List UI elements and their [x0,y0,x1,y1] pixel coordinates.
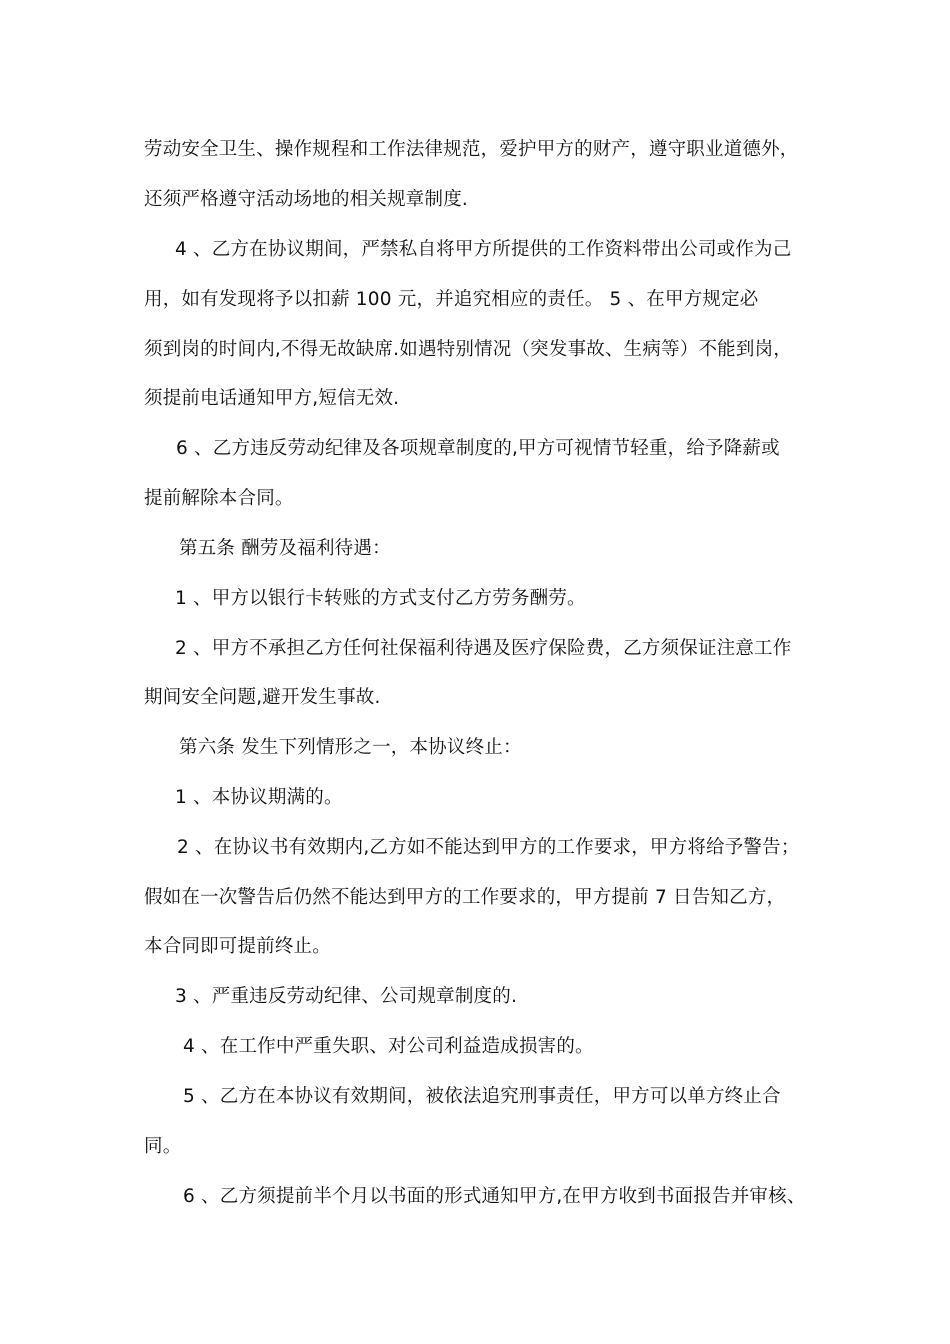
text-line: 劳动安全卫生、操作规程和工作法律规范，爱护甲方的财产，遵守职业道德外， [144,139,799,160]
text-line: 同。 [144,1136,182,1157]
text-line: 2 、在协议书有效期内,乙方如不能达到甲方的工作要求，甲方将给予警告； [177,837,800,858]
text-line: 还须严格遵守活动场地的相关规章制度. [144,189,468,210]
text-line: 5 、乙方在本协议有效期间，被依法追究刑事责任，甲方可以单方终止合 [183,1086,781,1107]
section-heading: 第六条 发生下列情形之一，本协议终止： [179,737,522,758]
section-heading: 第五条 酬劳及福利待遇： [179,538,391,559]
text-line: 本合同即可提前终止。 [144,936,332,957]
text-line: 4 、在工作中严重失职、对公司利益造成损害的。 [183,1036,594,1057]
text-line: 用，如有发现将予以扣薪 100 元，并追究相应的责任。 5 、在甲方规定必 [144,289,759,310]
text-line: 1 、本协议期满的。 [175,787,343,808]
text-line: 2 、甲方不承担乙方任何社保福利待遇及医疗保险费，乙方须保证注意工作 [175,638,792,659]
text-line: 6 、乙方违反劳动纪律及各项规章制度的,甲方可视情节轻重，给予降薪或 [176,438,780,459]
text-line: 6 、乙方须提前半个月以书面的形式通知甲方,在甲方收到书面报告并审核、 [183,1186,806,1207]
text-line: 提前解除本合同。 [144,488,294,509]
text-line: 1 、甲方以银行卡转账的方式支付乙方劳务酬劳。 [175,588,586,609]
text-line: 期间安全问题,避开发生事故. [144,687,381,708]
text-line: 须到岗的时间内,不得无故缺席.如遇特别情况（突发事故、生病等）不能到岗， [144,339,792,360]
text-line: 假如在一次警告后仍然不能达到甲方的工作要求的，甲方提前 7 日告知乙方， [144,887,786,908]
text-line: 须提前电话通知甲方,短信无效. [144,388,400,409]
text-line: 3 、严重违反劳动纪律、公司规章制度的. [175,986,518,1007]
text-line: 4 、乙方在协议期间，严禁私自将甲方所提供的工作资料带出公司或作为己 [175,239,792,260]
